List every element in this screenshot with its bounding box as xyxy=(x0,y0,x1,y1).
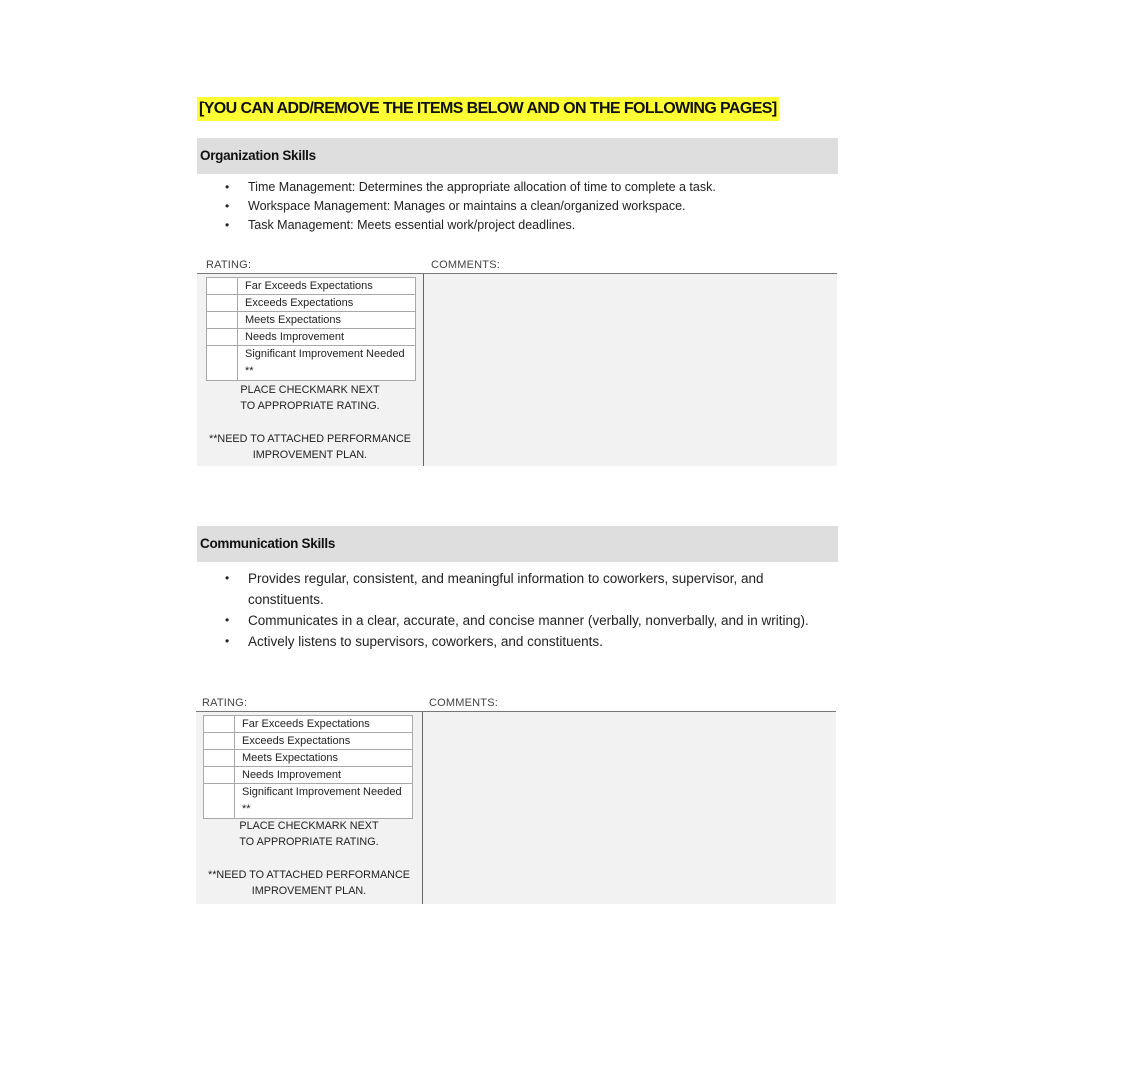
comments-input[interactable] xyxy=(424,274,837,466)
list-item: • Provides regular, consistent, and meaningful information to coworkers, supervisor, and constituents. xyxy=(197,568,838,610)
table-row xyxy=(204,733,413,750)
rating-label: RATING: xyxy=(202,697,248,709)
rating-checkbox[interactable] xyxy=(204,733,235,750)
instruction-banner: [YOU CAN ADD/REMOVE THE ITEMS BELOW AND ON THE FOLLOWING PAGES] xyxy=(197,97,779,121)
section-title: Organization Skills xyxy=(197,138,838,174)
comments-label: COMMENTS: xyxy=(431,259,501,271)
section-title: Communication Skills xyxy=(197,526,838,562)
rating-checkbox[interactable] xyxy=(207,346,238,381)
rating-body xyxy=(197,273,837,466)
bullet-icon: • xyxy=(225,613,230,627)
rating-option: Far Exceeds Expectations xyxy=(235,716,413,733)
rating-option: Exceeds Expectations xyxy=(235,733,413,750)
bullet-list xyxy=(197,568,838,652)
table-row xyxy=(204,784,413,819)
rating-body xyxy=(196,711,836,904)
rating-panel xyxy=(196,712,423,904)
rating-option: Needs Improvement xyxy=(238,329,416,346)
plan-note: **NEED TO ATTACHED PERFORMANCE IMPROVEMENT PLAN. xyxy=(208,869,410,897)
rating-checkbox[interactable] xyxy=(207,329,238,346)
table-row xyxy=(204,750,413,767)
comments-label: COMMENTS: xyxy=(429,697,499,709)
rating-label: RATING: xyxy=(206,259,252,271)
rating-checkbox[interactable] xyxy=(207,295,238,312)
table-row xyxy=(204,767,413,784)
bullet-icon: • xyxy=(225,218,230,232)
rating-area xyxy=(197,259,837,466)
bullet-icon: • xyxy=(225,634,230,648)
rating-checkbox[interactable] xyxy=(204,716,235,733)
rating-option: Exceeds Expectations xyxy=(238,295,416,312)
rating-checkbox[interactable] xyxy=(204,750,235,767)
rating-header xyxy=(196,697,836,711)
rating-checkbox[interactable] xyxy=(207,312,238,329)
rating-option: Significant Improvement Needed ** xyxy=(238,346,416,381)
table-row xyxy=(207,329,416,346)
rating-header xyxy=(197,259,837,273)
table-row xyxy=(207,346,416,381)
checkmark-note: PLACE CHECKMARK NEXT TO APPROPRIATE RATING. xyxy=(240,384,380,412)
plan-note: **NEED TO ATTACHED PERFORMANCE IMPROVEMENT PLAN. xyxy=(209,433,411,461)
rating-option: Far Exceeds Expectations xyxy=(238,278,416,295)
table-row xyxy=(204,716,413,733)
list-item: • Workspace Management: Manages or maintains a clean/organized workspace. xyxy=(197,197,838,216)
rating-panel xyxy=(197,274,424,466)
rating-option: Significant Improvement Needed ** xyxy=(235,784,413,819)
list-item: • Communicates in a clear, accurate, and concise manner (verbally, nonverbally, and in writing). xyxy=(197,610,838,631)
table-row xyxy=(207,312,416,329)
list-item: • Time Management: Determines the appropriate allocation of time to complete a task. xyxy=(197,178,838,197)
rating-checkbox[interactable] xyxy=(204,784,235,819)
rating-option: Meets Expectations xyxy=(235,750,413,767)
section-communication-skills xyxy=(197,526,838,897)
list-item: • Actively listens to supervisors, coworkers, and constituents. xyxy=(197,631,838,652)
rating-checkbox[interactable] xyxy=(204,767,235,784)
table-row xyxy=(207,278,416,295)
comments-input[interactable] xyxy=(423,712,836,904)
bullet-icon: • xyxy=(225,180,230,194)
bullet-icon: • xyxy=(225,571,230,585)
rating-option: Needs Improvement xyxy=(235,767,413,784)
checkmark-note: PLACE CHECKMARK NEXT TO APPROPRIATE RATING. xyxy=(239,820,379,848)
list-item: • Task Management: Meets essential work/project deadlines. xyxy=(197,216,838,235)
rating-area xyxy=(196,697,836,904)
table-row xyxy=(207,295,416,312)
rating-table xyxy=(203,715,413,819)
section-organization-skills xyxy=(197,138,838,461)
rating-table xyxy=(206,277,416,381)
bullet-list xyxy=(197,178,838,235)
rating-checkbox[interactable] xyxy=(207,278,238,295)
rating-option: Meets Expectations xyxy=(238,312,416,329)
bullet-icon: • xyxy=(225,199,230,213)
